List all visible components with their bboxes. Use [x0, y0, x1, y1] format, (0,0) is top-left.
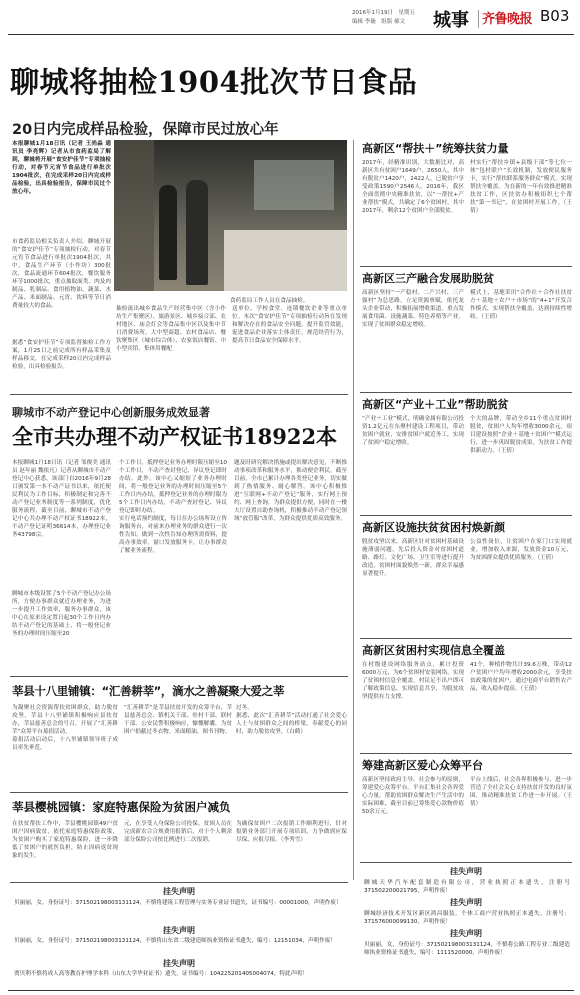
- reform-kicker: 聊城市不动产登记中心创新服务成效显著: [12, 406, 210, 419]
- lead-photo: [114, 140, 347, 291]
- gaoxin-s1-left: 2017年，经精准识别，大数据比对，高新区共有贫困户1649户、2650人，其中有脱贫户1420户，2422人，已脱贫户享受政策1590户2546人。2016年，我区全面贯彻中央精准扶贫，以“一帮扶+产业帮扶”模式，共确定了6个贫困村，其中2017年，剩余12个贫困户全部脱贫。: [362, 160, 464, 214]
- photo-person-2: [186, 180, 208, 285]
- reform-col-1b: 聊城市本级设置了5个不动产登记办公场所，方便办事群众就近办理业务，为进一步提升工作效率，服务办事群众，该中心在原来设定置日起30个工作日内办结不动产登记的基础上，将一般登记业务的办理时间压缩至20: [12, 591, 111, 637]
- gaoxin-s2-title: 高新区三产融合发展助脱贫: [362, 272, 494, 285]
- lead-body-left: 市食药监局相关负责人介绍，聊城开展的“食安护佳节”专项抽检行动，对春节元宵节食品进行单批次1904批次，其中，食品生产环节（小作坊）300批次，食品流通环节604批次，餐饮服务环节1000批次，重点抽取面类、肉及肉制品、乳制品、食用植物油、蔬菜、水产品、米面制品、元宵、饮料等节日消费量较大的食品。: [12, 239, 111, 309]
- notice-title-left-2: 挂失声明: [163, 926, 195, 935]
- gaoxin-s3-rule: [360, 515, 572, 516]
- gaoxin-s3: [362, 396, 572, 518]
- yingtao-col-1: 在扶贫帮扶工作中，莘县樱桃园镇49户贫困户因病致贫，依托家庭特惠保险政策，为贫困户购买了家庭特惠保险，进一步降低了贫困户的就医负担，防止因病返贫现象的发生。: [12, 821, 118, 859]
- xinyu-bottom-rule: [10, 792, 348, 793]
- notice-title-left: 挂失声明: [163, 887, 195, 896]
- issue-date: 2016年1月19日 星期五: [352, 10, 415, 16]
- yingtao-col-2: 元，在享受人身保险公司投保，贫困人员在完成新农合合规费用报销后，对于个人剩余部分保险公司按比例进行二次报销。: [124, 821, 232, 843]
- lead-photo-caption: 食药监局工作人员在食品抽检。: [230, 298, 309, 304]
- gaoxin-s5: [362, 642, 572, 752]
- gaoxin-s4-right: 公益性岗位，让贫困户在家门口实现就业，增加收入来源，发放资金10万元，为贫困群众提供优质服务。（王倩）: [470, 539, 572, 561]
- gaoxin-s4-title: 高新区设施扶贫贫困村焕新颜: [362, 521, 505, 534]
- page-bottom-rule: [8, 990, 574, 991]
- gaoxin-s4: [362, 519, 572, 641]
- gaoxin-s5-right: 41个，种植作物共计39.6万株，带动12户贫困户户均年增收2000余元，享受扶贫政策的贫困户，通过电商平台销售农产品，收入稳步提高。（王倩）: [470, 662, 572, 692]
- gaoxin-s3-right: 个大的品牌，带动全乡11个重点贫困村脱贫，贫困户人均年增收3000余元。项目建设按照“企业＋基地＋贫困户”模式运行，进一步巩固脱贫成果，为扶贫工作提供新动力。（王倩）: [470, 416, 572, 454]
- notice-right-1: 聊城天华汽车配套制造有限公司，营业执照正本遗失，注册号371502200021795，声明作废！: [364, 880, 570, 894]
- column-divider: [353, 140, 354, 880]
- notice-left-2: 贝丽丽，女，身份证号：371502198003131124，不慎将山东省二级建造师执业资格证书遗失，编号：12151034，声明作废！: [14, 938, 336, 944]
- gaoxin-s5-left: 在村级建设网络服务站点，累计投资6000万元，为6个贫困村安装网络，实现了贫困村信息全覆盖。村民足不出户即可了解政策信息，实现信息共享，为脱贫攻坚提供有力支撑。: [362, 662, 464, 700]
- lead-headline: 聊城将抽检1904批次节日食品: [10, 65, 418, 99]
- gaoxin-s2-right: 模式上，基地采用“合作社＋合作社扶贫方＋基地＋农户＋市场”的“4+1”开发合作模式，实现帮扶全覆盖，达到持续性增收。（王倩）: [470, 290, 572, 320]
- section-name: 城事: [433, 10, 469, 31]
- reform-bottom-rule: [10, 676, 348, 677]
- gaoxin-s2-left: 高新区坚持“一产稳村、二产兴村、三产强村”为总思路，立足资源禀赋，依托龙头企业带动，积极拓展增收渠道。重点发展食用菌、设施蔬菜、特色养殖等产业，实现了贫困群众稳定增收。: [362, 290, 464, 328]
- gaoxin-s6-rule: [360, 862, 572, 863]
- masthead: [0, 0, 580, 36]
- photo-person-1: [159, 185, 177, 280]
- gaoxin-s6-left: 高新区坚持政府主导、社会参与的原则，筹建爱心众筹平台。平台汇集社会各界爱心力量，帮助贫困群众解决生产生活中的实际困难，截至目前已筹集爱心款物价值50余万元。: [362, 777, 464, 815]
- notice-title-right-3: 挂失声明: [450, 929, 482, 938]
- xinyu-col-3: 过冬。 据悉，此次“汇善耕莘”活动打通了社会爱心人士与贫困群众之间的桥梁，奉献爱心的同时，助力脱贫攻坚。（白鹤）: [236, 705, 347, 735]
- page-number: B03: [540, 7, 570, 25]
- notice-title-right-2: 挂失声明: [450, 898, 482, 907]
- lead-bottom-rule: [10, 394, 348, 395]
- reform-headline: 全市共办理不动产权证书18922本: [12, 424, 338, 449]
- gaoxin-s5-title: 高新区贫困村实现信息全覆盖: [362, 644, 505, 657]
- yingtao-bottom-rule: [10, 882, 348, 883]
- gaoxin-s6-right: 平台上线后，社会各界积极参与，进一步营造了全社会关心支持扶贫开发的良好氛围，推动精准扶贫工作进一步开展。（王倩）: [470, 777, 572, 807]
- gaoxin-s2-rule: [360, 392, 572, 393]
- gaoxin-s1-right: 村实行“帮扶乡镇+县级干部”等七位一体“包村联户”长效机制，发放便民服务卡，实行“帮扶联系服务群众”模式，实现帮扶全覆盖。为在新的一年有效推进精准扶贫工作，区扶贫办积极组织七个帮扶“第一书记”，在贫困村开展工作。（王倩）: [470, 160, 572, 214]
- photo-window: [254, 160, 334, 210]
- gaoxin-s1: [362, 140, 572, 270]
- notice-right-3: 贝丽丽，女，身份证号：371502198003131124，不慎将公路工程专业二级建造师执业资格证书遗失，编号：1111520000，声明作废！: [364, 942, 570, 956]
- gaoxin-s6-title: 筹建高新区爱心众筹平台: [362, 759, 483, 772]
- gaoxin-s3-title: 高新区“产业＋工业”帮助脱贫: [362, 398, 509, 411]
- gaoxin-s4-rule: [360, 638, 572, 639]
- gaoxin-s4-left: 脱贫攻坚以来，高新区针对贫困村基础设施薄弱问题，先后投入资金对贫困村道路、路灯、文化广场、卫生室等进行提升改造，贫困村面貌焕然一新，群众幸福感显著提升。: [362, 539, 464, 577]
- newspaper-logo: 齐鲁晚报: [482, 12, 533, 27]
- gaoxin-s2: [362, 270, 572, 394]
- photo-shelf-left: [114, 140, 154, 291]
- masthead-rule: [8, 34, 574, 35]
- yingtao-headline: 莘县樱桃园镇：家庭特惠保险为贫困户减负: [12, 800, 231, 814]
- gaoxin-s6: [362, 757, 572, 861]
- notice-title-right-1: 挂失声明: [450, 867, 482, 876]
- notice-right-2: 聊城经济技术开发区新区鸿昌服装，个体工商户营业执照正本遗失，注册号：371576000099130，声明作废！: [364, 911, 570, 925]
- gaoxin-s1-rule: [360, 266, 572, 267]
- reform-col-3: 题及时研究解决措施或提出解决意见，不断推动事项改革和服务水平，推动便企利民。截至目前，全市已累计办理各类登记业务，切实做到了热情服务、耐心解答。该中心积极推进“互联网+不动产登记”服务，实行网上预约、网上查询，为群众提供方便。同时在一楼大厅设置自助查询机，积极推动不动产登记领域“放管服”改革，为群众提供优质高效服务。: [234, 460, 347, 522]
- notice-left-1: 贝丽丽，女，身份证号：371502198003131124，不慎将建筑工程管理与实务专业证书遗失，证书编号：00001000，声明作废！: [14, 900, 342, 906]
- reform-col-1: 本报聊城1月18日讯（记者 邹俊美 通讯员 赵年丽 魏依凡）记者从聊城市不动产登记中心获悉，该部门自2016年9月28日颁发第一本不动产证书以来，依托便民利民为工作目标，积极制定和完善不动产登记业务制度等一系列制度，优化服务流程，截至目前，聊城市不动产登记中心共办理不动产权证书18922本，不动产登记证明36614本，办理登记业务43798宗。: [12, 460, 111, 538]
- lead-subhead: 20日内完成样品检验，保障市民过放心年: [12, 122, 279, 138]
- lead-body-mid: 抽检流出城乡食品生产经营集中区（含小作坊生产集聚区）、旅游景区、城乡接合部、农村地区、庙会灯会等食品集中区以及集中节日消费场所，大中型商超、农村食品店、餐饮聚集区（城市综合体）、农家饭店餐馆、中小型宾馆、集体用餐配: [116, 306, 226, 352]
- gaoxin-s1-title: 高新区“帮扶＋”统筹扶贫力量: [362, 142, 509, 155]
- photo-counter: [224, 230, 347, 291]
- masthead-divider-bar: [478, 10, 479, 28]
- lead-body-left-2: 据悉“食安护佳节”专项监督抽检工作方案，1月25日之前完成所有样品采集及样品移交，在完成采样20日内完成样品检验，出具检验报告。: [12, 340, 111, 370]
- lead-intro: 本报聊城1月18日讯（记者 王尚淼 通讯员 李亮辉）记者从市食药监局了解到，聊城将开展“食安护佳节”专项抽检行动，对春节元宵节食品进行单批次1904批次，在完成采样20日内完成样品检验，出具检验报告，保障市民过个放心年。: [12, 141, 111, 195]
- lead-body-right: 送单位、学校食堂、连锁餐饮企业等重点单位。本次“食安护佳节”专项抽检行动旨在发现和解决存在的食品安全问题，提升监管效能，促进食品企业落实主体责任，规范经营行为，提高节日食品安全保障水平。: [232, 306, 347, 344]
- reform-col-2: 个工作日，抵押登记业务办理时限压缩至10个工作日，不动产查封登记、异议登记即时办结。此外，该中心又缩短了业务办理时间，将一般登记业务的办理时间压缩至5个工作日内办结，抵押登记业务的办理时限为5个工作日内办结，不动产查封登记、异议登记即时办结。 实行电话预约制度，每日在办公场所设立咨询服务台，对前来办理业务的群众进行一次性告知，做到一次性告知办理所需资料，提高办事效率。窗口发放服务卡，让办事群众了解业务流程。: [119, 460, 227, 554]
- xinyu-col-1: 为凝聚社会资源帮扶贫困群众，助力脱贫攻坚，莘县十八里铺镇积极响应县扶贫办，莘县慈善总会的号召，开展了“汇善耕莘”众筹平台募捐活动。 募捐活动启动后，十八里铺镇领导班子成员率先垂范，: [12, 705, 118, 751]
- editors: 编辑 李璇 组版 郝文: [352, 19, 405, 25]
- gaoxin-s5-rule: [360, 753, 572, 754]
- notice-left-3: 贾贝利不慎将成人高等教育护理学本科（山东大学毕业证书）遗失，证书编号：104225201405004074，特此声明！: [14, 971, 308, 977]
- xinyu-headline: 莘县十八里铺镇：“汇善耕莘”，滴水之善凝聚大爱之莘: [12, 684, 285, 698]
- xinyu-col-2: “汇善耕莘”是莘县扶贫开发的众筹平台，莘县慈善总会、镇机关干部、驻村干部、联村干部、公安民警积极响应，慷慨解囊，为贫困户捐献过冬衣物、米面粮油、图书刊物。: [124, 705, 232, 735]
- yingtao-col-3: 为确保贫困户二次报销工作顺利进行，针对报销业务部门开展专项培训，力争做到应保尽保、应报尽报。（李秀雪）: [236, 821, 347, 843]
- notice-title-left-3: 挂失声明: [163, 959, 195, 968]
- gaoxin-s3-left: “产业＋工业”模式，明确金属有限公司投资1.2亿元在东聚村建设工程项目，带动贫困户就业，安排贫困户就近务工，实现了贫困户稳定增收。: [362, 416, 464, 446]
